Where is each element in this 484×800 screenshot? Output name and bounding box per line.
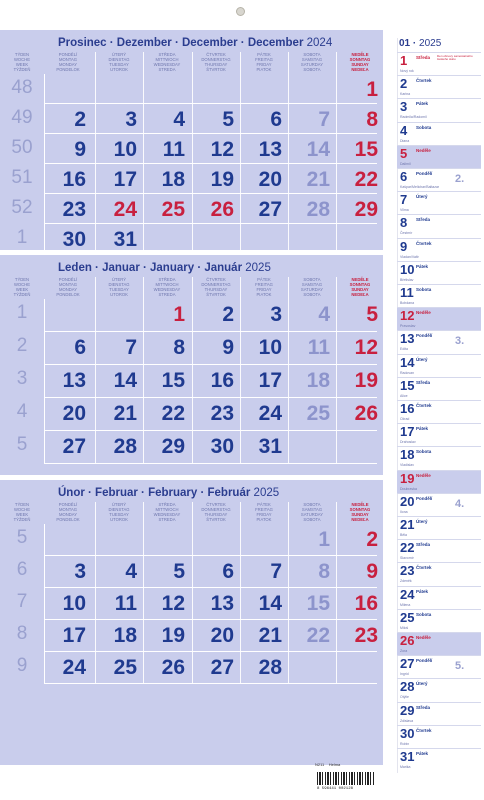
calendar-day[interactable]: 10 bbox=[62, 592, 86, 615]
sidebar-day-row[interactable] bbox=[397, 261, 481, 284]
sidebar-day-number: 1 bbox=[400, 53, 408, 68]
sidebar-day-number: 26 bbox=[400, 633, 415, 648]
sidebar-day-row[interactable] bbox=[397, 238, 481, 261]
calendar-day[interactable]: 21 bbox=[113, 402, 137, 425]
calendar-day[interactable]: 11 bbox=[114, 592, 137, 615]
sidebar-nameday: Doubravka bbox=[400, 486, 417, 491]
sidebar-day-number: 11 bbox=[400, 285, 414, 300]
calendar-day[interactable]: 6 bbox=[222, 560, 234, 583]
sidebar-nameday: Pravoslav bbox=[400, 324, 416, 329]
sidebar-weekday: Středa bbox=[416, 217, 431, 223]
calendar-day[interactable]: 31 bbox=[113, 228, 137, 251]
calendar-day[interactable]: 1 bbox=[366, 78, 378, 101]
row-divider bbox=[44, 463, 377, 464]
sidebar-day-number: 9 bbox=[400, 238, 408, 254]
sidebar-day-row[interactable] bbox=[397, 423, 481, 446]
header-weekday: ÚTERÝ DIENSTAG TUESDAY UTOROK bbox=[108, 502, 130, 522]
sidebar-nameday: Karina bbox=[400, 92, 411, 97]
sidebar-day-row[interactable] bbox=[397, 446, 481, 469]
sidebar-weekday: Sobota bbox=[416, 611, 432, 617]
sidebar-day-number: 8 bbox=[400, 215, 408, 231]
sidebar-nameday: Bohdana bbox=[400, 301, 415, 305]
calendar-day[interactable]: 17 bbox=[258, 369, 282, 392]
barcode-bars bbox=[317, 772, 375, 785]
sidebar-nameday: Ilona bbox=[400, 509, 408, 514]
sidebar-day-number: 21 bbox=[400, 517, 415, 532]
sidebar-weekday: Pondělí bbox=[416, 658, 433, 664]
header-weekday: ČTVRTEK DONNERSTAG THURSDAY ŠTVRTOK bbox=[201, 52, 231, 72]
calendar-day[interactable]: 28 bbox=[258, 656, 282, 679]
sidebar-nameday: Miloš bbox=[400, 625, 409, 630]
calendar-day[interactable]: 2 bbox=[366, 528, 378, 551]
row-divider bbox=[44, 223, 377, 224]
calendar-day[interactable]: 16 bbox=[210, 369, 234, 392]
calendar-day[interactable]: 22 bbox=[306, 624, 330, 647]
sidebar-day-number: 25 bbox=[400, 609, 415, 625]
sidebar-day-number: 18 bbox=[400, 447, 415, 463]
sidebar-year: 2025 bbox=[419, 38, 442, 49]
header-weekday: STŘEDA MITTWOCH WEDNESDAY STREDA bbox=[153, 502, 181, 522]
sidebar-nameday: Otýlie bbox=[400, 695, 409, 700]
row-divider bbox=[44, 619, 377, 620]
calendar-day[interactable]: 18 bbox=[306, 369, 330, 392]
barcode bbox=[315, 770, 377, 792]
sidebar-day-number: 30 bbox=[400, 725, 415, 741]
calendar-day[interactable]: 5 bbox=[366, 303, 378, 326]
calendar-day[interactable]: 2 bbox=[222, 303, 234, 326]
sidebar-day-number: 12 bbox=[400, 308, 415, 324]
sidebar-weekday: Čtvrtek bbox=[416, 727, 432, 733]
sidebar-day-number: 7 bbox=[400, 192, 408, 208]
month-year: 2024 bbox=[306, 37, 333, 49]
sidebar-day-number: 2 bbox=[400, 76, 408, 92]
header-weekday: NEDĚLE SONNTAG SUNDAY NEDEĽA bbox=[349, 52, 371, 72]
calendar-day[interactable]: 1 bbox=[173, 303, 185, 326]
sidebar-day-number: 17 bbox=[400, 424, 415, 440]
row-divider bbox=[44, 163, 377, 164]
sidebar-day-row[interactable] bbox=[397, 539, 481, 562]
header-weekday: PONDĚLÍ MONTAG MONDAY PONDELOK bbox=[56, 502, 80, 522]
month-name: Leden · Januar · January · Január bbox=[58, 262, 243, 274]
calendar-day[interactable]: 27 bbox=[258, 198, 282, 221]
sidebar-nameday: Břetislav bbox=[400, 277, 414, 282]
sidebar-nameday: Nový rok bbox=[400, 69, 414, 73]
week-number: 1 bbox=[16, 227, 28, 248]
sidebar-day-number: 10 bbox=[400, 261, 415, 277]
calendar-day[interactable]: 31 bbox=[258, 435, 282, 458]
calendar-day[interactable]: 21 bbox=[258, 624, 282, 647]
calendar-day[interactable]: 17 bbox=[113, 168, 137, 191]
month-year: 2025 bbox=[245, 262, 271, 274]
calendar-day[interactable]: 23 bbox=[210, 402, 234, 425]
sidebar-day-row[interactable] bbox=[397, 75, 481, 98]
sidebar-day-row[interactable] bbox=[397, 493, 481, 516]
sidebar-weekday: Sobota bbox=[416, 287, 432, 292]
calendar-day[interactable]: 18 bbox=[161, 168, 185, 191]
sidebar-nameday: Slavomír bbox=[400, 556, 414, 561]
sidebar-nameday: Ctirad bbox=[400, 417, 410, 421]
sidebar-month: 01 bbox=[399, 38, 411, 49]
header-weekday: PÁTEK FREITAG FRIDAY PIATOK bbox=[255, 502, 273, 522]
sidebar-day-number: 16 bbox=[400, 401, 415, 416]
row-divider bbox=[44, 430, 377, 431]
week-number: 2 bbox=[16, 335, 28, 356]
sidebar-day-row[interactable] bbox=[397, 562, 481, 585]
sidebar-day-row[interactable] bbox=[397, 330, 481, 353]
row-divider bbox=[44, 364, 377, 365]
month-name: Únor · Februar · February · Február bbox=[58, 487, 251, 499]
calendar-day[interactable]: 24 bbox=[113, 198, 137, 221]
calendar-day[interactable]: 7 bbox=[125, 336, 137, 359]
sidebar-nameday: Marika bbox=[400, 765, 411, 769]
sidebar-day-row[interactable] bbox=[397, 191, 481, 214]
calendar-day[interactable]: 20 bbox=[210, 624, 234, 647]
sidebar-weekday: Pátek bbox=[416, 263, 429, 269]
calendar-day[interactable]: 11 bbox=[162, 138, 185, 161]
calendar-day[interactable]: 19 bbox=[354, 369, 378, 392]
calendar-day[interactable]: 29 bbox=[161, 435, 185, 458]
sidebar-day-number: 20 bbox=[400, 493, 415, 509]
row-divider bbox=[44, 555, 377, 556]
sidebar-week-number: 3. bbox=[455, 335, 465, 348]
calendar-day[interactable]: 1 bbox=[318, 528, 330, 551]
sidebar-weekday: Neděle bbox=[416, 635, 431, 640]
barcode-number: 8 596441 002128 bbox=[317, 787, 354, 791]
sidebar-nameday: Běla bbox=[400, 533, 408, 537]
sidebar-day-number: 5 bbox=[400, 145, 408, 161]
calendar-day[interactable]: 15 bbox=[161, 369, 185, 392]
sidebar-weekday: Pondělí bbox=[416, 171, 433, 176]
sidebar-day-row[interactable] bbox=[397, 98, 481, 121]
calendar-day[interactable]: 17 bbox=[62, 624, 86, 647]
header-weekday: SOBOTA SAMSTAG SATURDAY SOBOTA bbox=[300, 52, 324, 72]
calendar-day[interactable]: 9 bbox=[74, 138, 86, 161]
sidebar-nameday: Zdislava bbox=[400, 718, 414, 723]
calendar-day[interactable]: 6 bbox=[270, 108, 282, 131]
sidebar-day-number: 28 bbox=[400, 679, 415, 695]
sidebar-nameday: Dalimil bbox=[400, 161, 411, 166]
calendar-day[interactable]: 16 bbox=[354, 592, 378, 615]
calendar-day[interactable]: 26 bbox=[354, 402, 378, 425]
sidebar-weekday: Pátek bbox=[416, 101, 429, 107]
sidebar-weekday: Čtvrtek bbox=[416, 403, 432, 408]
calendar-day[interactable]: 8 bbox=[173, 336, 185, 359]
sidebar-week-number: 2. bbox=[455, 173, 465, 185]
calendar-day[interactable]: 19 bbox=[210, 168, 234, 191]
calendar-day[interactable]: 7 bbox=[318, 108, 330, 131]
calendar-day[interactable]: 15 bbox=[354, 138, 378, 161]
header-week: TÝDEN WOCHE WEEK TÝŽDEŇ bbox=[13, 52, 31, 72]
header-weekday: SOBOTA SAMSTAG SATURDAY SOBOTA bbox=[300, 277, 324, 297]
calendar-day[interactable]: 27 bbox=[62, 435, 86, 458]
calendar-day[interactable]: 29 bbox=[354, 198, 378, 221]
hanger-hole bbox=[236, 7, 245, 16]
sidebar-day-number: 13 bbox=[400, 331, 415, 347]
week-number: 6 bbox=[16, 559, 28, 580]
week-number: 52 bbox=[11, 197, 33, 218]
sidebar-day-row[interactable] bbox=[397, 470, 481, 493]
calendar-day[interactable]: 24 bbox=[258, 402, 282, 425]
sidebar-week-number: 4. bbox=[455, 497, 465, 510]
sidebar-day-row[interactable] bbox=[397, 307, 481, 330]
calendar-day[interactable]: 3 bbox=[270, 303, 282, 326]
month-title bbox=[58, 262, 271, 274]
calendar-day[interactable]: 28 bbox=[113, 435, 137, 458]
sidebar-day-row[interactable] bbox=[397, 377, 481, 400]
sidebar-weekday: Neděle bbox=[416, 310, 431, 316]
sidebar-nameday: Radovan bbox=[400, 370, 415, 375]
header-weekday: NEDĚLE SONNTAG SUNDAY NEDEĽA bbox=[349, 277, 371, 297]
calendar-day[interactable]: 4 bbox=[125, 560, 137, 583]
header-weekday: PÁTEK FREITAG FRIDAY PIATOK bbox=[255, 52, 273, 72]
row-divider bbox=[44, 587, 377, 588]
week-number: 7 bbox=[16, 591, 28, 612]
sidebar-day-row[interactable] bbox=[397, 284, 481, 307]
calendar-day[interactable]: 6 bbox=[74, 336, 86, 359]
sidebar-weekday: Úterý bbox=[416, 356, 428, 362]
calendar-day[interactable]: 9 bbox=[222, 336, 234, 359]
sidebar-nameday: Zdeněk bbox=[400, 579, 412, 584]
header-weekday: NEDĚLE SONNTAG SUNDAY NEDEĽA bbox=[349, 502, 371, 522]
sidebar-day-row[interactable] bbox=[397, 168, 481, 191]
row-divider bbox=[44, 683, 377, 684]
sidebar-day-number: 14 bbox=[400, 354, 415, 370]
sidebar-weekday: Čtvrtek bbox=[416, 565, 432, 571]
sidebar-nameday: Alice bbox=[400, 393, 408, 398]
week-number: 3 bbox=[16, 368, 28, 389]
calendar-day[interactable]: 24 bbox=[62, 656, 86, 679]
sidebar-weekday: Pátek bbox=[416, 588, 429, 594]
header-weekday: STŘEDA MITTWOCH WEDNESDAY STREDA bbox=[153, 52, 181, 72]
week-number: 4 bbox=[16, 401, 28, 422]
calendar-day[interactable]: 30 bbox=[62, 228, 86, 251]
week-number: 50 bbox=[11, 137, 33, 158]
sidebar-weekday: Úterý bbox=[416, 681, 428, 687]
sidebar-day-row[interactable] bbox=[397, 354, 481, 377]
sidebar-weekday: Neděle bbox=[416, 147, 431, 153]
sidebar-nameday: Diana bbox=[400, 138, 410, 143]
calendar-day[interactable]: 19 bbox=[161, 624, 185, 647]
sidebar-weekday: Pátek bbox=[416, 751, 429, 756]
calendar-day[interactable]: 14 bbox=[113, 369, 137, 392]
calendar-day[interactable]: 23 bbox=[62, 198, 86, 221]
calendar-day[interactable]: 28 bbox=[306, 198, 330, 221]
calendar-day[interactable]: 22 bbox=[354, 168, 378, 191]
sidebar-weekday: Středa bbox=[416, 704, 431, 710]
row-divider bbox=[44, 397, 377, 398]
month-name: Prosinec · Dezember · December · December bbox=[58, 37, 304, 49]
row-divider bbox=[44, 253, 377, 254]
calendar-day[interactable]: 2 bbox=[74, 108, 86, 131]
calendar-day[interactable]: 11 bbox=[307, 336, 330, 359]
calendar-day[interactable]: 23 bbox=[354, 624, 378, 647]
sidebar-day-number: 27 bbox=[400, 656, 415, 672]
sidebar-nameday: Edita bbox=[400, 347, 408, 352]
row-divider bbox=[44, 331, 377, 332]
sidebar-day-row[interactable] bbox=[397, 516, 481, 539]
calendar-day[interactable]: 3 bbox=[74, 560, 86, 583]
header-week: TÝDEN WOCHE WEEK TÝŽDEŇ bbox=[13, 502, 31, 522]
row-divider bbox=[44, 133, 377, 134]
calendar-day[interactable]: 25 bbox=[161, 198, 185, 221]
calendar-day[interactable]: 10 bbox=[258, 336, 282, 359]
sidebar-day-row[interactable] bbox=[397, 122, 481, 145]
calendar-day[interactable]: 13 bbox=[62, 369, 86, 392]
sidebar-day-row[interactable] bbox=[397, 748, 481, 771]
sidebar-day-number: 23 bbox=[400, 563, 415, 579]
sidebar-weekday: Neděle bbox=[416, 472, 431, 478]
sidebar-day-row[interactable] bbox=[397, 214, 481, 237]
sidebar-day-number: 24 bbox=[400, 586, 415, 602]
calendar-day[interactable]: 22 bbox=[161, 402, 185, 425]
sidebar-weekday: Úterý bbox=[416, 194, 428, 200]
sidebar-day-row[interactable] bbox=[397, 702, 481, 725]
header-weekday: STŘEDA MITTWOCH WEDNESDAY STREDA bbox=[153, 277, 181, 297]
row-divider bbox=[44, 651, 377, 652]
header-weekday: ÚTERÝ DIENSTAG TUESDAY UTOROK bbox=[108, 52, 130, 72]
month-title bbox=[58, 487, 279, 499]
calendar-day[interactable]: 5 bbox=[222, 108, 234, 131]
sidebar-nameday: Vilma bbox=[400, 208, 409, 213]
calendar-day[interactable]: 20 bbox=[258, 168, 282, 191]
sidebar-nameday: Robin bbox=[400, 741, 410, 746]
week-number: 5 bbox=[16, 527, 28, 548]
week-number: 8 bbox=[16, 623, 28, 644]
sidebar-day-row[interactable] bbox=[397, 609, 481, 632]
calendar-day[interactable]: 5 bbox=[173, 560, 185, 583]
sidebar-day-number: 29 bbox=[400, 702, 415, 718]
sidebar-nameday: Drahoslav bbox=[400, 440, 416, 445]
sidebar-nameday: Milena bbox=[400, 602, 411, 607]
sidebar-nameday: Vladislav bbox=[400, 463, 415, 468]
publisher-line bbox=[315, 762, 340, 767]
product-code: N211 bbox=[315, 762, 325, 767]
calendar-day[interactable]: 27 bbox=[210, 656, 234, 679]
calendar-day[interactable]: 14 bbox=[258, 592, 282, 615]
sidebar-weekday: Úterý bbox=[416, 519, 428, 524]
calendar-day[interactable]: 10 bbox=[113, 138, 137, 161]
sidebar-day-number: 31 bbox=[400, 749, 415, 764]
calendar-day[interactable]: 26 bbox=[210, 198, 234, 221]
sidebar-nameday: Zora bbox=[400, 649, 408, 653]
sidebar-weekday: Čtvrtek bbox=[416, 240, 432, 246]
calendar-day[interactable]: 25 bbox=[113, 656, 137, 679]
sidebar-weekday: Čtvrtek bbox=[416, 78, 432, 84]
sidebar-nameday: Radmila/Radomil bbox=[400, 115, 427, 120]
sidebar-weekday: Středa bbox=[416, 379, 431, 385]
sidebar-day-number: 15 bbox=[400, 377, 415, 393]
sidebar-day-row[interactable] bbox=[397, 52, 481, 75]
calendar-day[interactable]: 12 bbox=[210, 138, 234, 161]
sidebar-day-row[interactable] bbox=[397, 678, 481, 701]
calendar-day[interactable]: 4 bbox=[173, 108, 185, 131]
sidebar-day-row[interactable] bbox=[397, 655, 481, 678]
month-block bbox=[0, 480, 383, 765]
sidebar-month-title: 01 · 2025 bbox=[399, 38, 442, 49]
sidebar-week-number: 5. bbox=[455, 660, 465, 673]
month-block bbox=[0, 30, 383, 250]
publisher-name: Helma bbox=[328, 762, 341, 767]
header-weekday: PONDĚLÍ MONTAG MONDAY PONDELOK bbox=[56, 52, 80, 72]
sidebar-day-number: 22 bbox=[400, 540, 415, 556]
sidebar-day-row[interactable] bbox=[397, 725, 481, 748]
calendar-day[interactable]: 8 bbox=[366, 108, 378, 131]
week-number: 1 bbox=[16, 302, 28, 323]
sidebar-nameday: Čestmír bbox=[400, 231, 413, 236]
sidebar-weekday: Pondělí bbox=[416, 495, 433, 501]
sidebar-nameday: Vladan/Valtr bbox=[400, 254, 419, 259]
calendar-day[interactable]: 3 bbox=[125, 108, 137, 131]
header-weekday: PÁTEK FREITAG FRIDAY PIATOK bbox=[255, 277, 273, 297]
row-divider bbox=[44, 103, 377, 104]
sidebar-day-row[interactable] bbox=[397, 632, 481, 655]
calendar-day[interactable]: 4 bbox=[318, 303, 330, 326]
header-weekday: ÚTERÝ DIENSTAG TUESDAY UTOROK bbox=[108, 277, 130, 297]
month-block bbox=[0, 255, 383, 475]
sidebar-day-row[interactable] bbox=[397, 400, 481, 423]
sidebar-nameday: Ingrid bbox=[400, 672, 409, 677]
row-divider bbox=[44, 193, 377, 194]
header-weekday: ČTVRTEK DONNERSTAG THURSDAY ŠTVRTOK bbox=[201, 277, 231, 297]
sidebar-day-row[interactable] bbox=[397, 586, 481, 609]
calendar-day[interactable]: 18 bbox=[113, 624, 137, 647]
calendar-day[interactable]: 16 bbox=[62, 168, 86, 191]
header-week: TÝDEN WOCHE WEEK TÝŽDEŇ bbox=[13, 277, 31, 297]
calendar-day[interactable]: 26 bbox=[161, 656, 185, 679]
calendar-day[interactable]: 21 bbox=[306, 168, 330, 191]
sidebar-weekday: Pátek bbox=[416, 426, 429, 432]
calendar-day[interactable]: 14 bbox=[306, 138, 330, 161]
sidebar-weekday: Pondělí bbox=[416, 333, 433, 339]
sidebar-weekday: Středa bbox=[416, 542, 431, 548]
calendar-day[interactable]: 13 bbox=[210, 592, 234, 615]
calendar-day[interactable]: 7 bbox=[270, 560, 282, 583]
sidebar-holiday-note: Den obnovy samostatného českého státu bbox=[437, 54, 473, 62]
calendar-day[interactable]: 20 bbox=[62, 402, 86, 425]
week-number: 5 bbox=[16, 434, 28, 455]
sidebar-day-number: 3 bbox=[400, 99, 408, 115]
calendar-day[interactable]: 12 bbox=[354, 336, 378, 359]
sidebar-weekday: Středa bbox=[416, 55, 431, 60]
sidebar-day-number: 4 bbox=[400, 122, 408, 138]
calendar-day[interactable]: 30 bbox=[210, 435, 234, 458]
calendar-day[interactable]: 15 bbox=[306, 592, 330, 615]
calendar-day[interactable]: 9 bbox=[366, 560, 378, 583]
month-year: 2025 bbox=[253, 487, 280, 499]
header-weekday: PONDĚLÍ MONTAG MONDAY PONDELOK bbox=[56, 277, 80, 297]
calendar-day[interactable]: 25 bbox=[306, 402, 330, 425]
calendar-day[interactable]: 12 bbox=[161, 592, 185, 615]
sidebar-weekday: Sobota bbox=[416, 124, 432, 130]
sidebar-day-number: 6 bbox=[400, 169, 408, 184]
sidebar-weekday: Sobota bbox=[416, 449, 432, 455]
month-title bbox=[58, 37, 332, 49]
week-number: 9 bbox=[16, 655, 28, 676]
week-number: 49 bbox=[11, 107, 33, 128]
sidebar-day-row[interactable] bbox=[397, 145, 481, 168]
header-weekday: SOBOTA SAMSTAG SATURDAY SOBOTA bbox=[300, 502, 324, 522]
calendar-day[interactable]: 13 bbox=[258, 138, 282, 161]
sidebar-day-number: 19 bbox=[400, 470, 415, 486]
week-number: 51 bbox=[11, 167, 33, 188]
sidebar-nameday: Kašpar/Melichar/Baltazar bbox=[400, 185, 440, 189]
header-weekday: ČTVRTEK DONNERSTAG THURSDAY ŠTVRTOK bbox=[201, 502, 231, 522]
week-number: 48 bbox=[11, 77, 33, 98]
calendar-day[interactable]: 8 bbox=[318, 560, 330, 583]
